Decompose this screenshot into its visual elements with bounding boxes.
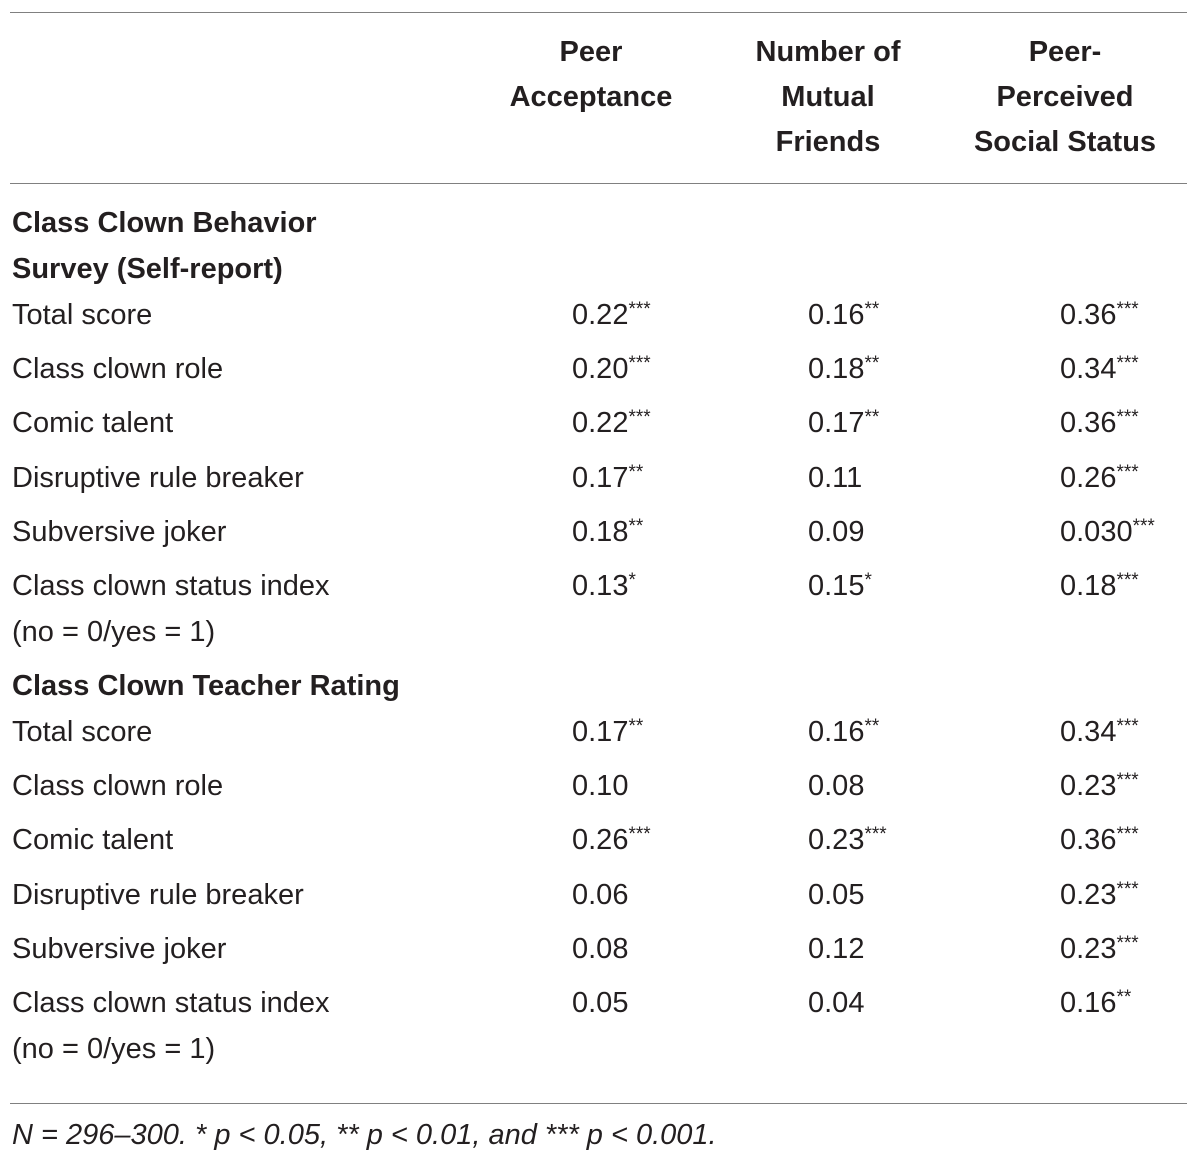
row-label: Comic talent xyxy=(12,824,174,857)
cell-value: 0.22 xyxy=(572,407,629,440)
row-label: Total score xyxy=(12,715,153,748)
cell-value: 0.34 xyxy=(1060,353,1117,386)
table-row xyxy=(12,400,1188,454)
cell-value: 0.26 xyxy=(1060,461,1117,494)
table-cell xyxy=(1060,400,1139,450)
table-row xyxy=(12,709,1188,763)
cell-value: 0.09 xyxy=(808,515,865,548)
significance-marker: *** xyxy=(1116,407,1139,429)
row-label: Class clown status index (no = 0/yes = 1) xyxy=(12,986,330,1065)
cell-value: 0.15 xyxy=(808,569,865,602)
cell-value: 0.10 xyxy=(572,770,629,803)
table-cell xyxy=(1060,292,1139,342)
row-label: Class clown status index (no = 0/yes = 1) xyxy=(12,569,330,648)
table-cell xyxy=(572,563,636,613)
cell-value: 0.26 xyxy=(572,824,629,857)
table-cell xyxy=(572,817,651,867)
significance-marker: ** xyxy=(864,353,880,375)
significance-marker: *** xyxy=(628,299,651,320)
cell-value: 0.030 xyxy=(1060,515,1133,548)
row-label: Class clown role xyxy=(12,770,224,803)
significance-marker: *** xyxy=(1116,878,1139,900)
column-header-mutual-friends: Number of Mutual Friends xyxy=(755,36,901,158)
significance-marker: ** xyxy=(628,715,644,737)
cell-value: 0.18 xyxy=(572,515,629,548)
table-cell xyxy=(572,763,628,809)
cell-value: 0.16 xyxy=(808,299,865,331)
cell-value: 0.23 xyxy=(808,824,865,857)
cell-value: 0.17 xyxy=(572,715,629,748)
section-title: Class Clown Behavior Survey (Self-report) xyxy=(12,207,317,285)
cell-value: 0.36 xyxy=(1060,824,1117,857)
table-row xyxy=(12,817,1188,871)
table-footnote: N = 296–300. * p < 0.05, ** p < 0.01, and *** p < 0.001. xyxy=(12,1119,717,1151)
cell-value: 0.16 xyxy=(808,715,865,748)
table-cell xyxy=(808,346,879,396)
table-cell xyxy=(1060,980,1131,1030)
significance-marker: * xyxy=(864,569,872,591)
cell-value: 0.04 xyxy=(808,986,865,1019)
table-cell xyxy=(1060,872,1139,922)
row-label: Comic talent xyxy=(12,407,174,440)
cell-value: 0.16 xyxy=(1060,986,1117,1019)
table-cell xyxy=(1060,926,1139,976)
table-row xyxy=(12,872,1188,926)
row-label: Disruptive rule breaker xyxy=(12,461,304,494)
significance-marker: ** xyxy=(864,299,880,320)
cell-value: 0.36 xyxy=(1060,299,1117,331)
table-cell xyxy=(572,926,628,972)
table-cell xyxy=(572,455,643,505)
table-row xyxy=(12,980,1188,1080)
cell-value: 0.05 xyxy=(572,986,629,1019)
cell-value: 0.05 xyxy=(808,878,865,911)
table-row xyxy=(12,563,1188,663)
table-row xyxy=(12,346,1188,400)
significance-marker: *** xyxy=(1116,299,1139,320)
significance-marker: * xyxy=(628,569,636,591)
cell-value: 0.12 xyxy=(808,932,865,965)
table-cell xyxy=(1060,455,1139,505)
significance-marker: ** xyxy=(864,715,880,737)
significance-marker: *** xyxy=(1116,461,1139,483)
table-cell xyxy=(808,563,872,613)
table-cell xyxy=(1060,346,1139,396)
table-cell xyxy=(808,455,862,501)
table-cell xyxy=(808,763,864,809)
significance-marker: *** xyxy=(1116,932,1139,954)
cell-value: 0.18 xyxy=(808,353,865,386)
significance-marker: *** xyxy=(1116,824,1139,846)
table-cell xyxy=(572,980,628,1026)
significance-marker: *** xyxy=(1116,353,1139,375)
table-row xyxy=(12,509,1188,563)
section-title: Class Clown Teacher Rating xyxy=(12,669,400,702)
cell-value: 0.23 xyxy=(1060,932,1117,965)
significance-marker: ** xyxy=(628,515,644,537)
table-cell xyxy=(808,980,864,1026)
table-cell xyxy=(1060,817,1139,867)
cell-value: 0.34 xyxy=(1060,715,1117,748)
table-body xyxy=(12,200,1188,1080)
table-cell xyxy=(808,709,879,759)
significance-marker: ** xyxy=(628,461,644,483)
cell-value: 0.17 xyxy=(572,461,629,494)
row-label: Subversive joker xyxy=(12,515,227,548)
cell-value: 0.23 xyxy=(1060,770,1117,803)
significance-marker: *** xyxy=(628,407,651,429)
header-rule xyxy=(10,183,1187,184)
cell-value: 0.17 xyxy=(808,407,865,440)
table-row xyxy=(12,292,1188,346)
table-row xyxy=(12,926,1188,980)
table-cell xyxy=(1060,709,1139,759)
significance-marker: *** xyxy=(1116,715,1139,737)
significance-marker: *** xyxy=(1116,770,1139,792)
significance-marker: *** xyxy=(628,353,651,375)
table-row xyxy=(12,455,1188,509)
table-cell xyxy=(572,872,628,918)
top-rule xyxy=(10,12,1187,13)
significance-marker: *** xyxy=(864,824,887,846)
cell-value: 0.11 xyxy=(808,461,863,494)
row-label: Disruptive rule breaker xyxy=(12,878,304,911)
cell-value: 0.06 xyxy=(572,878,629,911)
table-cell xyxy=(1060,563,1139,613)
significance-marker: *** xyxy=(1132,515,1155,537)
cell-value: 0.22 xyxy=(572,299,629,331)
row-label: Class clown role xyxy=(12,353,224,386)
table-cell xyxy=(1060,763,1139,813)
significance-marker: ** xyxy=(1116,986,1132,1008)
cell-value: 0.13 xyxy=(572,569,629,602)
table-row xyxy=(12,763,1188,817)
table-cell xyxy=(572,709,643,759)
table-cell xyxy=(572,292,651,342)
table-cell xyxy=(808,292,879,342)
table-cell xyxy=(808,509,864,555)
row-label: Total score xyxy=(12,299,153,331)
table-cell xyxy=(808,926,864,972)
cell-value: 0.08 xyxy=(808,770,865,803)
cell-value: 0.36 xyxy=(1060,407,1117,440)
table-cell xyxy=(1060,509,1155,559)
table-cell xyxy=(808,817,887,867)
significance-marker: *** xyxy=(1116,569,1139,591)
cell-value: 0.18 xyxy=(1060,569,1117,602)
table-cell xyxy=(572,509,643,559)
cell-value: 0.08 xyxy=(572,932,629,965)
row-label: Subversive joker xyxy=(12,932,227,965)
table-cell xyxy=(808,400,879,450)
cell-value: 0.23 xyxy=(1060,878,1117,911)
table-cell xyxy=(572,346,651,396)
bottom-rule xyxy=(10,1103,1187,1104)
column-header-social-status: Peer- Perceived Social Status xyxy=(973,36,1157,158)
significance-marker: ** xyxy=(864,407,880,429)
table-cell xyxy=(808,872,864,918)
table-cell xyxy=(572,400,651,450)
column-header-peer-acceptance: Peer Acceptance xyxy=(509,36,673,113)
significance-marker: *** xyxy=(628,824,651,846)
cell-value: 0.20 xyxy=(572,353,629,386)
